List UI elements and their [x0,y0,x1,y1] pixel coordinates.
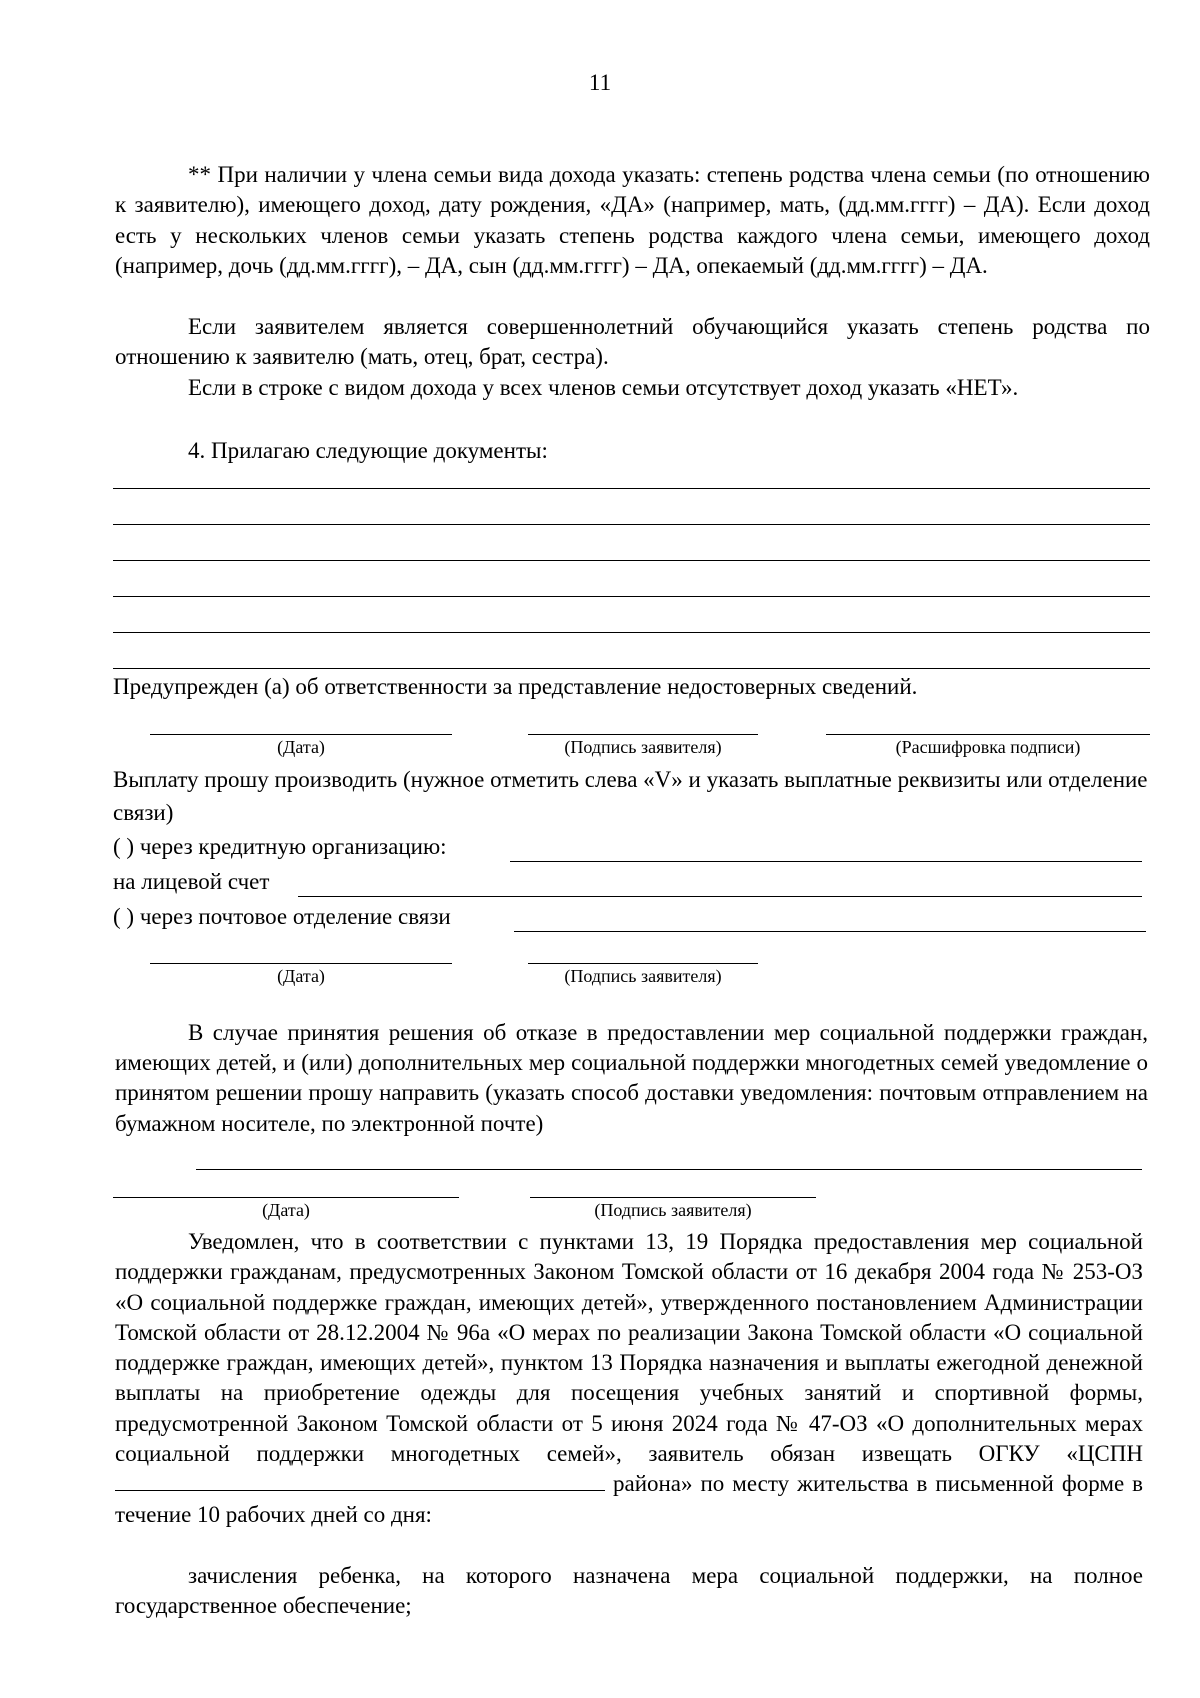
account-field[interactable] [298,896,1142,897]
documents-line-4[interactable] [113,596,1150,597]
documents-line-5[interactable] [113,632,1150,633]
documents-line-6[interactable] [113,668,1150,669]
option-post-label[interactable]: ( ) через почтовое отделение связи [113,904,451,929]
credit-organization-field[interactable] [510,861,1142,862]
footnote-paragraph-3: Если в строке с видом дохода у всех членов семьи отсутствует доход указать «НЕТ». [188,375,1019,400]
notice-paragraph [115,1227,1143,1530]
refusal-notice-paragraph: В случае принятия решения об отказе в предоставлении мер социальной поддержки граждан, имеющих детей, и (или) дополнительных мер социальной поддержки многодетных семей уведомление о принятом решении прошу направить (указать способ доставки уведомления: почтовым отправлением на бумажном носителе, по электронной почте) [115,1020,1148,1136]
documents-line-2[interactable] [113,524,1150,525]
notice-text-after: района» по месту жительства в письменной форме в течение 10 рабочих дней со дня: [115,1471,1143,1527]
date-caption-3: (Дата) [262,1200,310,1220]
page-number: 11 [588,70,612,95]
warning-text: Предупрежден (а) об ответственности за представление недостоверных сведений. [113,674,918,699]
signature-line-2[interactable] [528,963,758,964]
documents-heading: 4. Прилагаю следующие документы: [188,438,548,463]
option-credit-label[interactable]: ( ) через кредитную организацию: [113,834,447,859]
notice-text-before: Уведомлен, что в соответствии с пунктами 13, 19 Порядка предоставления мер социальной поддержки гражданам, предусмотренных Законом Томской области от 16 декабря 2004 года № 253-ОЗ «О социальной поддержке граждан, имеющих детей», утвержденного постановлением Администрации Томской области от 28.12.2004 № 96а «О мерах по реализации Закона Томской области «О социальной поддержке граждан, имеющих детей», пунктом 13 Порядка назначения и выплаты ежегодной денежной выплаты на приобретение одежды для посещения учебных занятий и спортивной формы, предусмотренной Законом Томской области от 5 июня 2024 года № 47-ОЗ «О дополнительных мерах социальной поддержки многодетных семей», заявитель обязан извещать ОГКУ «ЦСПН [115,1229,1143,1467]
date-line-3[interactable] [113,1197,459,1198]
signature-caption-3: (Подпись заявителя) [594,1200,752,1220]
post-office-field[interactable] [514,931,1146,932]
date-line-1[interactable] [150,734,452,735]
signature-caption-2: (Подпись заявителя) [564,966,722,986]
signature-line-1[interactable] [528,734,758,735]
account-label: на лицевой счет [113,869,270,894]
documents-line-1[interactable] [113,488,1150,489]
notice-item-1: зачисления ребенка, на которого назначена мера социальной поддержки, на полное государственное обеспечение; [115,1563,1143,1619]
signature-line-3[interactable] [530,1197,816,1198]
date-caption-1: (Дата) [277,737,325,757]
cspn-district-field[interactable] [115,1472,605,1491]
date-line-2[interactable] [150,963,452,964]
decoding-caption-1: (Расшифровка подписи) [895,737,1081,757]
payment-instruction: Выплату прошу производить (нужное отметить слева «V» и указать выплатные реквизиты или отделение связи) [113,767,1148,825]
footnote-paragraph-2: Если заявителем является совершеннолетний обучающийся указать степень родства по отношению к заявителю (мать, отец, брат, сестра). [115,314,1150,370]
decoding-line-1[interactable] [826,734,1150,735]
footnote-paragraph-1: ** При наличии у члена семьи вида дохода указать: степень родства члена семьи (по отношению к заявителю), имеющего доход, дату рождения, «ДА» (например, мать, (дд.мм.гггг) – ДА). Если доход есть у нескольких членов семьи указать степень родства каждого члена семьи, имеющего доход (например, дочь (дд.мм.гггг), – ДА, сын (дд.мм.гггг) – ДА, опекаемый (дд.мм.гггг) – ДА. [115,162,1150,279]
signature-caption-1: (Подпись заявителя) [564,737,722,757]
notification-method-field[interactable] [196,1169,1142,1170]
documents-line-3[interactable] [113,560,1150,561]
date-caption-2: (Дата) [277,966,325,986]
